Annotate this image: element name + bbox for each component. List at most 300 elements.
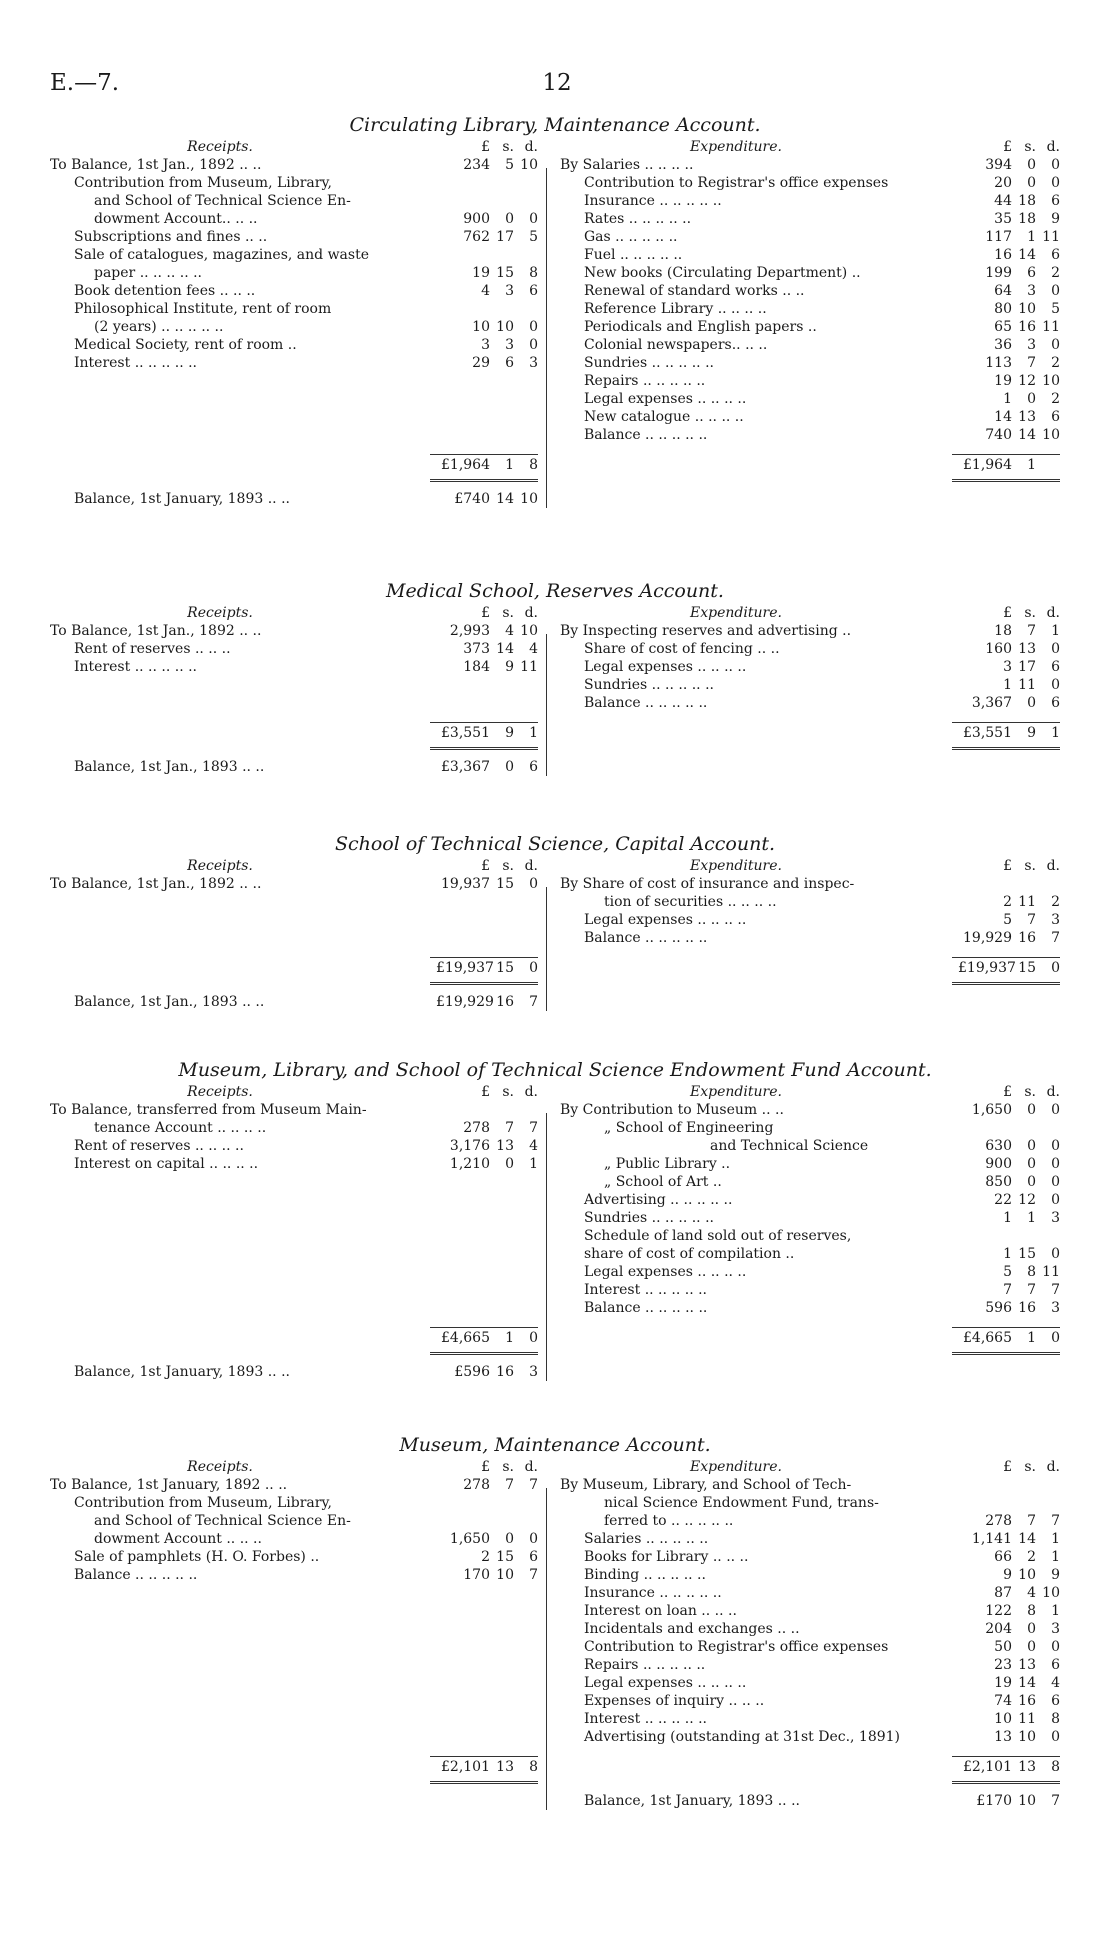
ledger-item: Balance .. .. .. .. ..: [584, 427, 708, 443]
shillings-value: 0: [1027, 1156, 1036, 1172]
pence-heading: d.: [524, 605, 538, 621]
pence-value: 6: [1051, 659, 1060, 675]
shillings-value: 7: [1027, 1513, 1036, 1529]
pounds-value: [436, 174, 490, 192]
receipts-heading: Receipts.: [187, 1084, 253, 1100]
currency-headings: [952, 604, 1060, 622]
ledger-item: Interest on capital .. .. .. ..: [74, 1156, 259, 1172]
ledger-row: [560, 390, 1060, 408]
shillings-value: 14: [1018, 427, 1036, 443]
amount-cell: [952, 426, 1060, 444]
pounds-value: 5: [1003, 1264, 1012, 1280]
amount-cell: [952, 723, 1060, 743]
pounds-value: 2,993: [449, 623, 490, 639]
pounds-value: £3,367: [441, 759, 490, 775]
spacer-row: [50, 426, 538, 444]
pounds-value: [436, 1494, 490, 1512]
pounds-value: 1,141: [971, 1531, 1012, 1547]
ledger-item: Interest .. .. .. .. ..: [74, 355, 197, 371]
amount-cell: [952, 929, 1060, 947]
pounds-value: £19,937: [436, 960, 494, 976]
pence-value: 7: [1051, 1513, 1060, 1529]
pence-value: 1: [1051, 1549, 1060, 1565]
shillings-value: 10: [1018, 1729, 1036, 1745]
spacer-row: [50, 1227, 538, 1245]
pence-value: 10: [520, 623, 538, 639]
shillings-value: 1: [1027, 1330, 1036, 1346]
pounds-value: £740: [454, 491, 490, 507]
ledger-item: Legal expenses .. .. .. ..: [584, 391, 747, 407]
ledger-columns: [50, 1083, 1060, 1381]
ledger-item: and School of Technical Science En-: [94, 1513, 351, 1529]
pounds-value: £1,964: [963, 457, 1012, 473]
ledger-item: Expenses of inquiry .. .. ..: [584, 1693, 765, 1709]
pence-value: [514, 192, 538, 210]
ledger-item: „ School of Engineering: [604, 1120, 774, 1136]
pounds-value: 80: [994, 301, 1012, 317]
amount-cell: [952, 893, 1060, 911]
ledger-row: [560, 875, 1060, 893]
ledger-item: Fuel .. .. .. .. ..: [584, 247, 683, 263]
amount-cell: [952, 282, 1060, 300]
pounds-value: 1: [1003, 1246, 1012, 1262]
ledger-item: Balance .. .. .. .. ..: [584, 1300, 708, 1316]
receipts-heading: Receipts.: [187, 858, 253, 874]
ledger-row: [560, 911, 1060, 929]
pound-heading: £: [481, 605, 490, 621]
pence-value: 1: [1051, 623, 1060, 639]
spacer-row: [50, 1602, 538, 1620]
shillings-value: 1: [1027, 457, 1036, 473]
amount-cell: [952, 300, 1060, 318]
ledger-row: [50, 875, 538, 893]
ledger-row: [560, 300, 1060, 318]
amount-cell: [952, 264, 1060, 282]
account-section: [50, 831, 1060, 1011]
shillings-value: 9: [505, 659, 514, 675]
page-code: E.—7.: [50, 70, 120, 96]
ledger-row: [560, 658, 1060, 676]
shillings-value: 13: [1018, 1657, 1036, 1673]
pounds-value: 64: [994, 283, 1012, 299]
amount-cell: [430, 1494, 538, 1512]
ledger-item: Rent of reserves .. .. .. ..: [74, 1138, 244, 1154]
double-rule: [952, 1777, 1060, 1784]
amount-cell: [430, 622, 538, 640]
pounds-value: 10: [472, 319, 490, 335]
shillings-value: 15: [496, 876, 514, 892]
pounds-value: 14: [994, 409, 1012, 425]
shillings-value: 18: [1018, 211, 1036, 227]
spacer-row: [50, 694, 538, 712]
spacer-row: [50, 911, 538, 929]
ledger-row: [560, 1530, 1060, 1548]
ledger-row: [560, 1638, 1060, 1656]
ledger-row: [560, 1227, 1060, 1245]
pence-value: 11: [1042, 319, 1060, 335]
pence-value: 0: [1051, 1138, 1060, 1154]
pence-value: 0: [1051, 641, 1060, 657]
spacer-row: [50, 372, 538, 390]
amount-cell: [952, 875, 1060, 893]
shillings-value: 16: [496, 1364, 514, 1380]
amount-cell: [430, 1548, 538, 1566]
ledger-row: [50, 1101, 538, 1119]
ledger-row: [50, 1548, 538, 1566]
pounds-value: 19: [994, 373, 1012, 389]
ledger-item: Sale of catalogues, magazines, and waste: [74, 247, 369, 263]
amount-cell: [952, 390, 1060, 408]
amount-cell: [952, 1119, 1060, 1137]
total-row: [952, 454, 1060, 475]
amount-cell: [430, 1155, 538, 1173]
double-rule: [952, 978, 1060, 985]
shillings-value: 0: [1027, 1621, 1036, 1637]
pounds-value: 278: [463, 1477, 490, 1493]
ledger-row: [560, 282, 1060, 300]
ledger-row: [560, 1209, 1060, 1227]
pounds-value: £596: [454, 1364, 490, 1380]
ledger-row: [50, 354, 538, 372]
balance-row: [50, 993, 538, 1011]
pence-value: 10: [520, 157, 538, 173]
pounds-value: 762: [463, 229, 490, 245]
amount-cell: [430, 210, 538, 228]
amount-cell: [952, 210, 1060, 228]
ledger-item: Book detention fees .. .. ..: [74, 283, 256, 299]
amount-cell: [952, 318, 1060, 336]
shillings-value: [490, 246, 514, 264]
shillings-value: 18: [1018, 193, 1036, 209]
ledger-row: [560, 372, 1060, 390]
amount-cell: [430, 1137, 538, 1155]
ledger-item: To Balance, 1st Jan., 1892 .. ..: [50, 157, 262, 173]
amount-cell: [952, 372, 1060, 390]
pence-value: 1: [1051, 1603, 1060, 1619]
ledger-item: Advertising (outstanding at 31st Dec., 1891): [584, 1729, 901, 1745]
ledger-row: [50, 622, 538, 640]
ledger-item: New books (Circulating Department) ..: [584, 265, 861, 281]
total-row: [430, 957, 538, 978]
amount-cell: [430, 354, 538, 372]
ledger-item: By Contribution to Museum .. ..: [560, 1102, 784, 1118]
ledger-row: [50, 1530, 538, 1548]
double-rule: [430, 1348, 538, 1355]
column-header: [560, 604, 1060, 622]
pounds-value: 23: [994, 1657, 1012, 1673]
pounds-value: 184: [463, 659, 490, 675]
pounds-value: 1: [1003, 677, 1012, 693]
ledger-item: (2 years) .. .. .. .. ..: [94, 319, 224, 335]
ledger-row: [560, 1620, 1060, 1638]
pence-value: 0: [1051, 1246, 1060, 1262]
amount-cell: [952, 1602, 1060, 1620]
ledger-item: Interest .. .. .. .. ..: [74, 659, 197, 675]
ledger-row: [560, 1674, 1060, 1692]
amount-cell: [430, 993, 538, 1011]
expenditure-heading: Expenditure.: [690, 605, 782, 621]
ledger-row: [560, 156, 1060, 174]
amount-cell: [952, 1512, 1060, 1530]
amount-cell: [952, 1674, 1060, 1692]
shillings-value: 11: [1018, 677, 1036, 693]
ledger-row: [560, 1494, 1060, 1512]
shillings-value: 3: [1027, 283, 1036, 299]
shillings-value: 15: [496, 1549, 514, 1565]
amount-cell: [430, 958, 538, 978]
ledger-item: By Salaries .. .. .. ..: [560, 157, 694, 173]
pence-value: 6: [529, 283, 538, 299]
ledger-row: [50, 1119, 538, 1137]
ledger-row: [560, 929, 1060, 947]
pence-value: 7: [529, 1567, 538, 1583]
pence-value: 3: [529, 355, 538, 371]
ledger-item: Repairs .. .. .. .. ..: [584, 373, 706, 389]
amount-cell: [952, 1209, 1060, 1227]
pence-value: [514, 300, 538, 318]
pence-value: 8: [529, 1759, 538, 1775]
pence-value: [514, 174, 538, 192]
ledger-row: [560, 640, 1060, 658]
total-block: [560, 1327, 1060, 1355]
pence-value: [514, 246, 538, 264]
shillings-value: [490, 1101, 514, 1119]
pounds-value: [958, 1227, 1012, 1245]
amount-cell: [952, 1710, 1060, 1728]
double-rule: [952, 743, 1060, 750]
ledger-item: Sundries .. .. .. .. ..: [584, 1210, 714, 1226]
amount-cell: [952, 1656, 1060, 1674]
amount-cell: [952, 1548, 1060, 1566]
amount-cell: [430, 1512, 538, 1530]
amount-cell: [952, 1566, 1060, 1584]
amount-cell: [430, 192, 538, 210]
ledger-item: Reference Library .. .. .. ..: [584, 301, 767, 317]
pence-value: 7: [529, 1477, 538, 1493]
pounds-value: 22: [994, 1192, 1012, 1208]
ledger-row: [560, 676, 1060, 694]
pounds-value: 117: [985, 229, 1012, 245]
ledger-row: [560, 264, 1060, 282]
pence-value: 2: [1051, 265, 1060, 281]
pence-value: [1036, 455, 1060, 475]
pound-heading: £: [481, 1084, 490, 1100]
expenditure-column: [560, 857, 1060, 1011]
pounds-value: 1,650: [449, 1531, 490, 1547]
receipts-heading: Receipts.: [187, 139, 253, 155]
pence-value: 0: [1051, 1192, 1060, 1208]
total-row: [430, 1327, 538, 1348]
receipts-column: [50, 604, 538, 776]
shillings-value: 16: [496, 994, 514, 1010]
pounds-value: 1,650: [971, 1102, 1012, 1118]
pence-value: 8: [1051, 1711, 1060, 1727]
ledger-row: [50, 264, 538, 282]
ledger-item: Philosophical Institute, rent of room: [74, 301, 332, 317]
spacer-row: [50, 390, 538, 408]
ledger-columns: [50, 1458, 1060, 1810]
pence-value: 9: [1051, 1567, 1060, 1583]
column-header: [50, 138, 538, 156]
pence-value: [1036, 1476, 1060, 1494]
shillings-value: [490, 174, 514, 192]
ledger-row: [560, 1566, 1060, 1584]
total-block: [560, 957, 1060, 985]
currency-headings: [430, 138, 538, 156]
receipts-column: [50, 1083, 538, 1381]
amount-cell: [952, 156, 1060, 174]
pounds-value: [436, 1512, 490, 1530]
pound-heading: £: [1003, 605, 1012, 621]
shillings-value: 10: [496, 319, 514, 335]
shillings-value: 8: [1027, 1264, 1036, 1280]
ledger-item: To Balance, 1st January, 1892 .. ..: [50, 1477, 288, 1493]
ledger-row: [560, 1692, 1060, 1710]
ledger-item: Medical Society, rent of room ..: [74, 337, 297, 353]
total-row: [952, 722, 1060, 743]
section-title: Museum, Library, and School of Technical Science Endowment Fund Account.: [178, 1059, 932, 1081]
total-block: [50, 957, 538, 985]
ledger-item: Balance .. .. .. .. ..: [74, 1567, 198, 1583]
ledger-row: [560, 1602, 1060, 1620]
column-divider: [546, 887, 547, 1011]
shillings-value: [1012, 1119, 1036, 1137]
shillings-heading: s.: [1024, 139, 1036, 155]
total-block: [50, 454, 538, 482]
pence-value: 2: [1051, 355, 1060, 371]
pounds-value: [436, 246, 490, 264]
pounds-value: [436, 192, 490, 210]
pence-value: 0: [529, 319, 538, 335]
pounds-value: £3,551: [963, 725, 1012, 741]
pence-heading: d.: [524, 858, 538, 874]
pence-value: 7: [529, 1120, 538, 1136]
amount-cell: [952, 1281, 1060, 1299]
pounds-value: 20: [994, 175, 1012, 191]
ledger-item: Salaries .. .. .. .. ..: [584, 1531, 709, 1547]
pounds-value: 66: [994, 1549, 1012, 1565]
pounds-value: 36: [994, 337, 1012, 353]
balance-label: Balance, 1st January, 1893 .. ..: [584, 1793, 800, 1809]
ledger-item: Sale of pamphlets (H. O. Forbes) ..: [74, 1549, 320, 1565]
shillings-value: 13: [1018, 1759, 1036, 1775]
pounds-value: £2,101: [963, 1759, 1012, 1775]
pence-value: 0: [1051, 1174, 1060, 1190]
shillings-value: 4: [505, 623, 514, 639]
total-row: [430, 454, 538, 475]
pence-value: 6: [1051, 193, 1060, 209]
shillings-value: 0: [505, 211, 514, 227]
shillings-heading: s.: [1024, 858, 1036, 874]
amount-cell: [430, 264, 538, 282]
expenditure-heading: Expenditure.: [690, 1084, 782, 1100]
pence-value: 0: [529, 337, 538, 353]
total-block: [50, 1756, 538, 1784]
ledger-columns: [50, 604, 1060, 776]
ledger-item: Repairs .. .. .. .. ..: [584, 1657, 706, 1673]
section-title: School of Technical Science, Capital Account.: [334, 833, 776, 855]
shillings-value: 0: [1027, 157, 1036, 173]
ledger-row: [560, 1584, 1060, 1602]
ledger-item: Sundries .. .. .. .. ..: [584, 355, 714, 371]
double-rule: [430, 978, 538, 985]
shillings-heading: s.: [502, 858, 514, 874]
ledger-row: [50, 156, 538, 174]
ledger-item: Balance .. .. .. .. ..: [584, 695, 708, 711]
account-section: [50, 1057, 1060, 1381]
ledger-item: dowment Account.. .. ..: [94, 211, 258, 227]
double-rule: [430, 475, 538, 482]
amount-cell: [430, 640, 538, 658]
ledger-row: [560, 426, 1060, 444]
pounds-value: 373: [463, 641, 490, 657]
ledger-columns: [50, 857, 1060, 1011]
pence-heading: d.: [1046, 1084, 1060, 1100]
ledger-item: tion of securities .. .. .. ..: [604, 894, 777, 910]
expenditure-heading: Expenditure.: [690, 858, 782, 874]
pence-value: 5: [529, 229, 538, 245]
total-row: [430, 1756, 538, 1777]
pounds-value: 170: [463, 1567, 490, 1583]
ledger-row: [560, 1245, 1060, 1263]
pounds-value: [958, 1476, 1012, 1494]
ledger-row: [50, 174, 538, 192]
ledger-row: [560, 1728, 1060, 1746]
amount-cell: [952, 1155, 1060, 1173]
pound-heading: £: [1003, 139, 1012, 155]
pounds-value: £2,101: [441, 1759, 490, 1775]
ledger-item: tenance Account .. .. .. ..: [94, 1120, 267, 1136]
total-row: [952, 1327, 1060, 1348]
shillings-value: 0: [505, 759, 514, 775]
pounds-value: 234: [463, 157, 490, 173]
expenditure-column: [560, 1458, 1060, 1810]
ledger-row: [50, 1494, 538, 1512]
pence-value: 1: [529, 725, 538, 741]
ledger-row: [560, 1191, 1060, 1209]
ledger-row: [560, 192, 1060, 210]
pence-value: 6: [1051, 1693, 1060, 1709]
amount-cell: [430, 1476, 538, 1494]
shillings-value: [490, 192, 514, 210]
pence-value: 4: [529, 641, 538, 657]
currency-headings: [952, 857, 1060, 875]
column-divider: [546, 1488, 547, 1810]
pence-value: 7: [529, 994, 538, 1010]
ledger-item: Contribution from Museum, Library,: [74, 1495, 332, 1511]
pence-value: 1: [1051, 725, 1060, 741]
shillings-heading: s.: [1024, 605, 1036, 621]
pounds-value: £3,551: [441, 725, 490, 741]
pounds-value: [958, 1494, 1012, 1512]
shillings-value: 0: [1027, 1138, 1036, 1154]
shillings-value: 10: [1018, 1567, 1036, 1583]
shillings-value: 1: [505, 457, 514, 473]
ledger-item: Binding .. .. .. .. ..: [584, 1567, 706, 1583]
shillings-value: 7: [505, 1477, 514, 1493]
pence-value: 10: [1042, 1585, 1060, 1601]
total-block: [50, 1327, 538, 1355]
pounds-value: 5: [1003, 912, 1012, 928]
spacer-row: [50, 1638, 538, 1656]
ledger-item: Gas .. .. .. .. ..: [584, 229, 678, 245]
shillings-value: 9: [1027, 725, 1036, 741]
ledger-item: To Balance, 1st Jan., 1892 .. ..: [50, 623, 262, 639]
pounds-value: 3,367: [971, 695, 1012, 711]
currency-headings: [430, 1083, 538, 1101]
ledger-row: [50, 1137, 538, 1155]
amount-cell: [952, 1245, 1060, 1263]
